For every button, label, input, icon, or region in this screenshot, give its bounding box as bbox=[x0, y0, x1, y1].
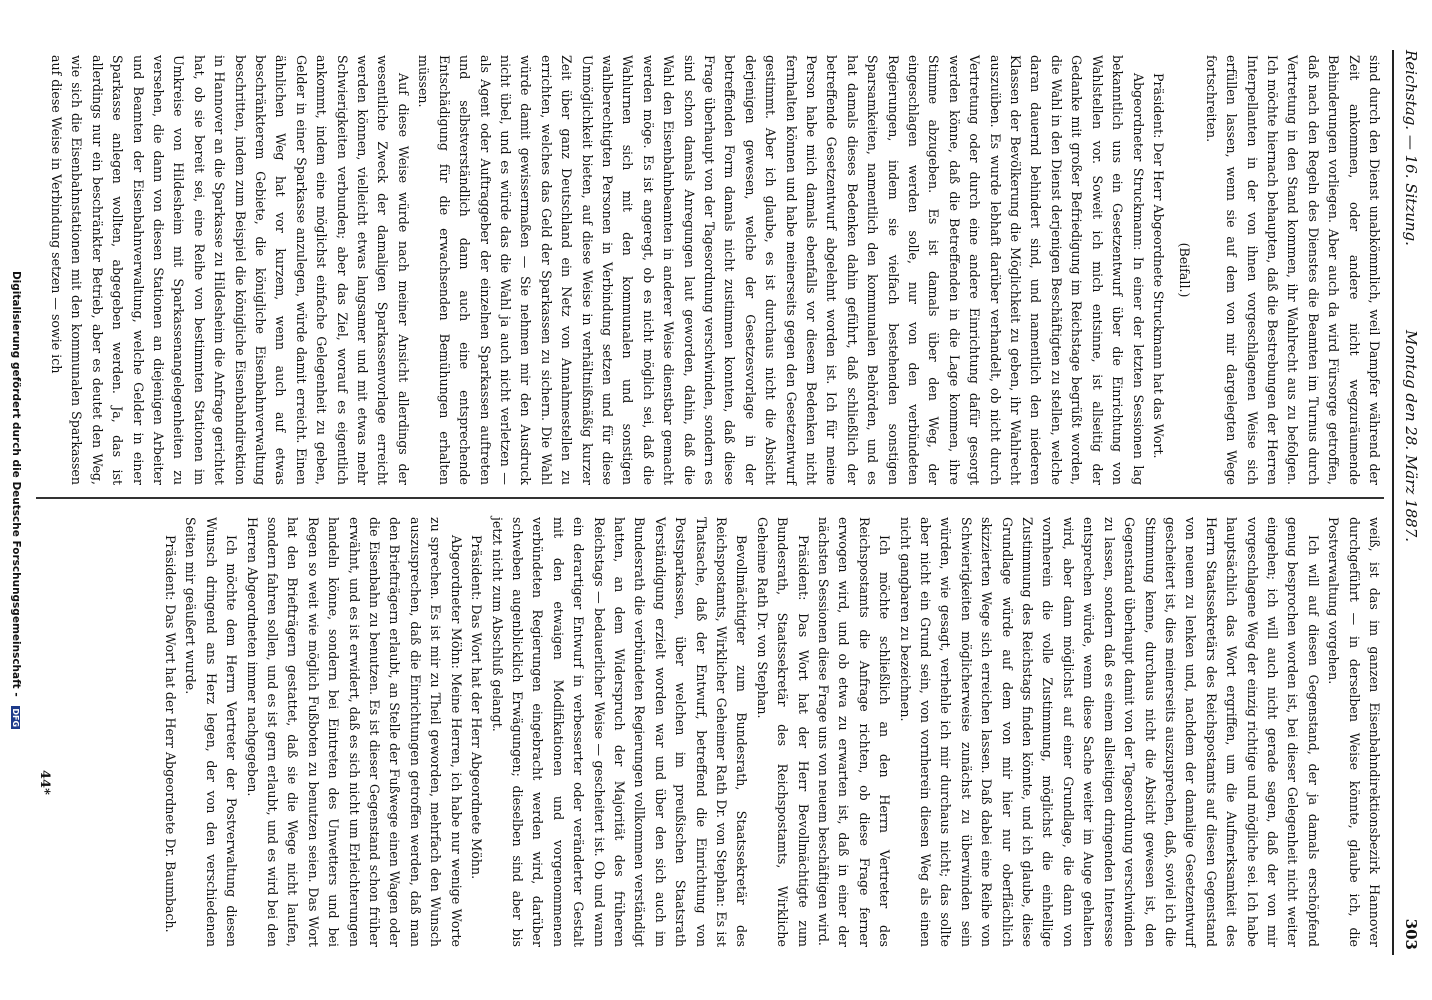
digitization-note bbox=[4, 0, 22, 1000]
left-column bbox=[46, 55, 1384, 485]
digitization-text: Digitalisierung gefördert durch die Deutsche Forschungsgemeinschaft - bbox=[10, 270, 22, 697]
paragraph: Ich möchte schließlich an den Herrn Vertreter des Reichspostamts die Anfrage richten, ob diese Frage ferner erwogen wird, und ob etwa zu erwarten ist, daß in einer der nächsten Sessionen diese Frage uns von neuem beschäftigen wird. bbox=[816, 517, 893, 947]
paragraph: Präsident: Das Wort hat der Herr Abgeordnete Dr. Baumbach. bbox=[163, 535, 179, 933]
paragraph: Abgeordneter Struckmann: In einer der letzten Sessionen lag bekanntlich uns ein Gesetzentwurf über die Einrichtung von Wahlstellen vor. Soweit ich mich entsinne, ist allseitig der Gedanke mit großer Befriedigung im Reichstage begrüßt worden, die Wahl in den Dienst derjenigen Beschäftigten zu stellen, welche daran dauernd behindert sind, und namentlich den niederen Klassen der Bevölkerung die Möglichkeit zu geben, ihr Wahlrecht auszuüben. Es wurde lebhaft darüber verhandelt, ob nicht durch Vertretung oder durch eine andere Einrichtung dafür gesorgt werden könne, daß die Betreffenden in die Lage kommen, ihre Stimme abzugeben. Es ist damals über den Weg, der eingeschlagen werden solle, nur von den verbündeten Regierungen, indem sie vielfach bestehenden sonstigen Sparsamkeiten, namentlich den kommunalen Behörden, und es hat damals dieses Bedenken dahin geführt, daß schließlich der betreffende Gesetzentwurf abgelehnt worden ist. Ich für meine Person habe mich damals ebenfalls vor diesem Bedenken nicht fernhalten können und habe meinerseits gegen den Gesetzentwurf gestimmt. Aber ich glaube, es ist durchaus nicht die Absicht derjenigen gewesen, welche der Gesetzesvorlage in der betreffenden Form damals nicht zustimmen konnten, daß diese Frage überhaupt von der Tagesordnung verschwinden, sondern es sind schon damals Anregungen laut geworden, dahin, daß die Wahl den Eisenbahnbeamten in anderer Weise dienstbar gemacht werden möge. Es ist angeregt, ob es nicht möglich sei, daß die Wahlurnen sich mit den kommunalen und sonstigen wahlberechtigten Personen in Verbindung setzen und für diese Unmöglichkeit bieten, auf diese Weise in verhältnißmäßig kurzer Zeit über ganz Deutschland ein Netz von Annahmestellen zu errichten, welches das Geld der Sparkassen zu sichern. Die Wahl würde damit gewissermaßen — Sie nehmen mir den Ausdruck nicht übel, und es würde das die Wahl ja auch nicht verletzen — als Agent oder Auftraggeber der einzelnen Sparkassen auftreten und selbstverständlich dann auch eine entsprechende Entschädigung für die erwachsenden Bemühungen erhalten müssen. bbox=[416, 55, 1146, 485]
signature-mark: 44* bbox=[37, 770, 52, 795]
paragraph: Ich möchte dem Herrn Vertreter der Postverwaltung diesen Wunsch dringend ans Herz legen, der von den verschiedenen Seiten mir geäußert wurde. bbox=[183, 517, 240, 947]
paragraph: Bevollmächtigter zum Bundesrath, Staatssekretär des Reichspostamts, Wirklicher Geheimer Rath Dr. von Stephan: Es ist Thatsache, daß der Entwurf, betreffend die Einrichtung von Postsparkassen, über welchen im preußischen Staatsrath Verständigung erzielt worden war und über den sich auch im Bundesrath die verbündeten Regierungen vollkommen verständigt hatten, an dem Widerspruch der Majorität des früheren Reichstags — bedauerlicher Weise — gescheitert ist. Ob und wann ein derartiger Entwurf in verbesserter oder veränderter Gestalt mit den etwaigen Modifikationen und vorgenommenen verbündeten Regierungen eingebracht werden wird, darüber schweben augenblicklich Erwägungen; dieselben sind aber bis jetzt nicht zum Abschluß gelangt. bbox=[489, 517, 750, 947]
right-column bbox=[160, 517, 1384, 947]
paragraph: Präsident: Das Wort hat der Herr Bevollmächtigte zum Bundesrath, Staatssekretär des Reichspostamts, Wirkliche Geheime Rath Dr. von Stephan. bbox=[754, 517, 811, 947]
page-header bbox=[1394, 50, 1420, 950]
paragraph: sind durch den Dienst unabkömmlich, weil Dampfer während der Zeit ankommen, oder andere nicht wegzuräumende Behinderungen vorliegen. Aber auch da wird Fürsorge getroffen, daß nach den Regeln des Dienstes die Beamten im Turnus durch Vertretung in den Stand kommen, ihr Wahlrecht aus zu befolgen. Ich möchte hiernach behaupten, daß die Bestrebungen der Herren Interpellanten in der von ihnen vorgeschlagenen Weise sich erfüllen lassen, wenn sie auf dem von mir dargelegten Wege fortschreiten. bbox=[1203, 55, 1382, 485]
dfg-logo: DFG bbox=[11, 708, 21, 728]
paragraph: weiß, ist das im ganzen Eisenbahndirektionsbezirk Hannover durchgeführt — in derselben Weise könnte, glaube ich, die Postverwaltung vorgehen. bbox=[1326, 517, 1382, 947]
applause-note: (Beifall.) bbox=[1177, 242, 1193, 298]
paragraph: Präsident: Der Herr Abgeordnete Struckmann hat das Wort. bbox=[1150, 73, 1166, 459]
header-left: Reichstag. — 16. Sitzung. bbox=[1402, 50, 1420, 246]
column-divider bbox=[36, 497, 1384, 499]
paragraph: Präsident: Das Wort hat der Herr Abgeordnete Möhn. bbox=[469, 535, 485, 880]
paragraph: Ich will auf diesen Gegenstand, der ja damals erschöpfend genug besprochen worden ist, bei dieser Gelegenheit nicht weiter eingehen; ich will auch nicht gerade sagen, daß der von mir vorgeschlagene Weg der einzig richtige und mögliche sei. Ich habe hauptsächlich das Wort ergriffen, um die Aufmerksamkeit des Herrn Staatssekretärs des Reichspostamts auf diesen Gegenstand von neuem zu lenken und, nachdem der damalige Gesetzentwurf gescheitert ist, dies meinerseits auszusprechen, daß, soviel ich die Stimmung kenne, durchaus nicht die Absicht gewesen ist, den Gegenstand überhaupt damit von der Tagesordnung verschwinden zu lassen, sondern daß es einem allseitigen dringenden Interesse entsprechen würde, wenn diese Sache weiter im Auge gehalten wird, aber dann möglichst auf einer Grundlage, die dann von vornherein die volle Zustimmung, möglichst die einhellige Zustimmung des Reichstags finden könnte, und ich glaube, diese Grundlage würde auf dem von mir hier nur oberflächlich skizzierten Wege sich erreichen lassen. Daß dabei eine Reihe von Schwierigkeiten möglicherweise zunächst zu überwinden sein würden, wie gesagt, verhehle ich mir durchaus nicht; das sollte aber nicht ein Grund sein, von vornherein diesen Weg als einen nicht gangbaren zu bezeichnen. bbox=[897, 517, 1321, 947]
header-rule bbox=[1392, 50, 1394, 955]
paragraph: Abgeordneter Möhn: Meine Herren, ich habe nur wenige Worte zu sprechen. Es ist mir zu Theil geworden, mehrfach den Wunsch auszusprechen, daß die Einrichtungen getroffen werden, daß man den Briefträgern erlaubt, an Stelle der Fußwege einen Wagen oder die Eisenbahn zu benutzen. Es ist dieser Gegenstand schon früher erwähnt, und es ist erwidert, daß es sich nicht um Erleichterungen handeln könne, sondern bei Eintreten des Unwetters und bei Regen so weit wie möglich Fußboten zu benutzen seien. Das Wort hat den Briefträgern gestattet, daß sie die Wege nicht laufen, sondern fahren sollen, und es ist gern erlaubt, und es wird bei den Herren Abgeordneten immer nachgegeben. bbox=[244, 517, 464, 947]
header-date: Montag den 28. März 1887. bbox=[1402, 330, 1420, 543]
page-number: 303 bbox=[1402, 918, 1420, 950]
paragraph: Auf diese Weise würde nach meiner Ansicht allerdings der wesentliche Zweck der damaligen Sparkassenvorlage erreicht werden können, vielleicht etwas langsamer und mit etwas mehr Schwierigkeiten verbunden; aber das Ziel, worauf es eigentlich ankommt, indem eine möglichst einfache Gelegenheit zu geben, Gelder in einer Sparkasse anzulegen, würde damit erreicht. Einen ähnlichen Weg hat vor kurzem, wenn auch auf etwas beschränkterem Gebiete, die königliche Eisenbahnverwaltung beschritten, indem zum Beispiel die königliche Eisenbahndirektion in Hannover an die Sparkasse zu Hildesheim die Anfrage gerichtet hat, ob sie bereit sei, eine Reihe von bestimmten Stationen im Umkreise von Hildesheim mit Sparkassenangelegenheiten zu versehen, die dann von diesen Stationen an diejenigen Arbeiter und Beamten der Eisenbahnverwaltung, welche Gelder in einer Sparkasse anlegen wollten, abgegeben werden. Ja, das ist allerdings nur ein beschränkter Betrieb, aber es deutet den Weg, wie sich die Eisenbahnstationen mit den kommunalen Sparkassen auf diese Weise in Verbindung setzen — sowie ich bbox=[49, 55, 411, 485]
